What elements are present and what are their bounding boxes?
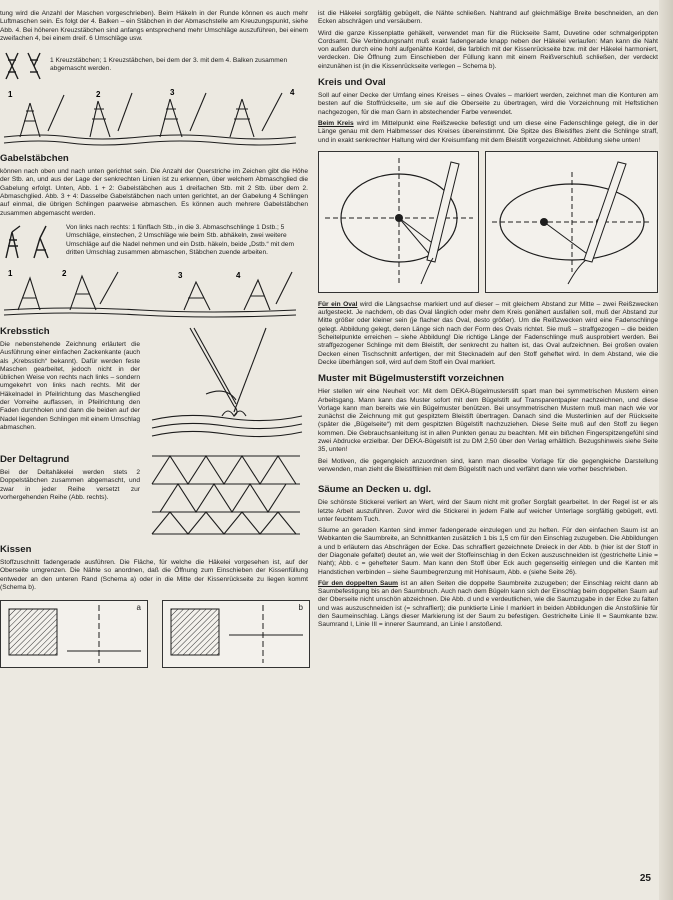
kreuz-symbol-block	[0, 49, 308, 83]
kreis-figure	[318, 151, 479, 293]
krebs-section	[0, 320, 308, 444]
left-intro-text: tung wird die Anzahl der Maschen vorgeschrieben). Beim Häkeln in der Runde können es auch mehr Luftmaschen sein. Es folgt der 4. Balken – ein Stäbchen in der Abmaschstelle am Kreuzungspunkt, siehe Abb. 4. Bei höheren Kreuzstäbchen sind anfangs entsprechend mehr Umschläge auszuführen, bei einem zweifachen 4, bei einem dreif. 6 Umschläge usw.	[0, 10, 308, 42]
delta-text: Bei der Deltahäkelei werden stets 2 Doppelstäbchen zusammen abgemascht, und zwar in jeder Reihe versetzt zur vorhergehenden Reihe (Abb. rechts).	[0, 468, 140, 501]
delta-section	[0, 448, 308, 538]
saeume-text-2: Säume an geraden Kanten sind immer fadengerade einzulegen und zu heften. Für den einfachen Saum ist an Webkanten die Saumbreite, an Schnittkanten zusätzlich 1 bis 1,5 cm für den Einschlag zuzugeben. Die Abbildungen a und b erläutern das Abschrägen der Ecke. Das schraffiert gezeichnete Dreieck in der Abb. b (hier ist der Stoff in der Diagonale gefaltet) deutet an, wie weit der Stoffeinschlag in den Ecken auszuschneiden ist (gestrichelte Linie = Naht); Abb. c = gehefteter Saum. Man kann den Stoff über Eck auch gegenseitig einlegen und die Kanten mit Handstichen verbinden – siehe Saumbegrenzung mit Hohlsaum, Abb. e (siehe Seite 26).	[318, 527, 658, 576]
krebsstich-figure	[146, 324, 306, 444]
muster-text-2: Bei Motiven, die gegengleich anzuordnen sind, kann man dieselbe Vorlage für die gegengleiche Darstellung verwenden, man zieht die Bleistiftlinien mit dem Bügelstift nach und verfährt dann wie vorher beschrieben.	[318, 457, 658, 473]
left-column	[0, 10, 308, 668]
page-number: 25	[639, 873, 651, 884]
delta-text-block	[0, 448, 140, 538]
kreuz-num-3: 3	[170, 88, 175, 98]
kissen-text: Stoffzuschnitt fadengerade ausführen. Die Fläche, für welche die Häkelei vorgesehen ist, auf der Oberseite umgrenzen. Die Nähte so anordnen, daß die Öffnung zum Einschieben der Kissenfüllung entweder an den unteren Rand (Schema a) oder in die Mitte der Kissenrückseite zu liegen kommt (Schema b).	[0, 558, 308, 591]
kreis-text-2: wird im Mittelpunkt eine Reißzwecke befestigt und um diese eine Fadenschlinge gelegt, die in der Länge genau mit dem Halbmesser des Kreises übereinstimmt. Die Spitze des Bleistiftes zieht die Schlinge straff, und in exakt senkrechter Haltung wird der Kreisumfang mit dem Bleistift vorgezeichnet. Abbildung siehe unten!	[318, 119, 658, 144]
doppel-paragraph	[318, 580, 658, 630]
krebs-text: Die nebenstehende Zeichnung erläutert die Ausführung einer einfachen Zackenkante (auch als „Krebsstich“ bekannt). Dafür werden feste Maschen gearbeitet, jedoch nicht in der üblichen Weise von rechts nach links – sondern umgekehrt von links nach rechts. Mit der Häkelnadel in Pfeilrichtung das Maschenglied der Vorreihe auffassen, in Pfeilrichtung den Faden durchholen und dann die beiden auf der Nadel liegenden Schlingen mit einem Umschlag abmaschen.	[0, 340, 141, 431]
kreis-heading: Kreis und Oval	[318, 77, 386, 89]
gabel-num-2: 2	[62, 268, 67, 278]
gabel-num-1: 1	[8, 268, 13, 278]
saeume-text: Die schönste Stickerei verliert an Wert, wird der Saum nicht mit großer Sorgfalt gearbeitet. In der Regel ist er als letzte Arbeit auszuführen. Zuvor wird die Stickerei in jedem Falle auf weicher Unterlage sorgfältig gebügelt, evtl. unter feuchtem Tuch.	[318, 499, 658, 523]
kreis-oval-figures	[318, 151, 658, 293]
kreuz-caption: 1 Kreuzstäbchen; 1 Kreuzstäbchen, bei dem der 3. mit dem 4. Balken zusammen abgemascht werden.	[50, 57, 288, 73]
schema-b-label: b	[298, 603, 303, 613]
gabel-symbol-figure	[0, 222, 60, 262]
doppel-lead: Für den doppelten Saum	[318, 579, 398, 587]
kreuz-num-1: 1	[8, 90, 13, 100]
right-intro-text: ist die Häkelei sorgfältig gebügelt, die Nähte schließen. Nahtrand auf gleichmäßige Breite beschneiden, an den Ecken abschrägen und versäubern.	[318, 10, 658, 26]
schema-a-label: a	[136, 603, 141, 613]
saeume-heading: Säume an Decken u. dgl.	[318, 484, 432, 496]
oval-figure	[485, 151, 658, 293]
kreuz-symbol-figure	[0, 49, 50, 83]
oval-lead: Für ein Oval	[318, 300, 358, 308]
gabel-num-3: 3	[178, 270, 183, 280]
delta-heading: Der Deltagrund	[0, 453, 70, 465]
gabel-caption: Von links nach rechts: 1 fünffach Stb., in die 3. Abmaschschlinge 1 Dstb.; 5 Umschläge, einstechen, 2 Umschläge wie beim Stb. abhäkeln, zwei weitere Umschläge auf die Nadel nehmen und ein Dstb. häkeln, beide „Dstb.“ mit dem dritten Umschlag zusammen abmaschen, Stäbchen zuende arbeiten.	[66, 223, 294, 256]
gabel-num-4: 4	[236, 270, 241, 280]
deltagrund-figure	[146, 448, 306, 538]
gabelstaebchen-figure	[0, 266, 300, 318]
gabel-text: können nach oben und nach unten gerichtet sein. Die Anzahl der Querstriche im Zeichen gibt die Höhe der Stb. an, und aus der Lage der senkrechten Linien ist zu erkennen, über welchem Abmaschglied die Gabelung erfolgt. Unten, Abb. 1 + 2: Gabelstäbchen aus 1 dreifachen Stb. mit 2 Stb. über dem 2. Abmaschglied. Abb. 3 + 4: Dasselbe Gabelstäbchen nach unten gerichtet, an der Gabelung 4 Schlingen auf einmal, die übrigen Schlingen paarweise abmaschen. Es können auch mehrere Gabelstäbchen zusammen abgemascht werden.	[0, 168, 308, 217]
gabel-symbol-block	[0, 222, 308, 262]
oval-text: wird die Längsachse markiert und auf dieser – mit gleichem Abstand zur Mitte – zwei Reißzwecken aufgesteckt. Je nachdem, ob das Oval länglich oder mehr dem Kreis genähert ausfallen soll, muß der Abstand zur Mitte größer oder kleiner sein (je flacher das Oval, desto größer). Um die Reißzwecken wird eine Fadenschlinge gelegt. Abbildung gelegt, deren Länge sich nach der Form des Ovals richtet. Sie muß – straffgezogen – die beiden Scheitelpunkte erreichen – siehe Abbildung! Die richtige Länge der Fadenschlinge muß ausprobiert werden. Bei straffgezogener Schlinge mit dem Bleistift, der senkrecht zu halten ist, das Oval aufzeichnen. Bei großen ovalen Decken einen Tischschnitt anfertigen, der mit Stecknadeln auf den Stoff geheftet wird. In dem Abstand, wie die Decke überhängen soll, wird auf dem Stoff ein Oval markiert.	[318, 300, 658, 366]
oval-paragraph	[318, 301, 658, 367]
kissen-schema-row	[0, 600, 308, 668]
krebs-heading: Krebsstich	[0, 325, 50, 337]
right-column	[318, 10, 658, 633]
kreis-text: Soll auf einer Decke der Umfang eines Kreises – eines Ovales – markiert werden, zeichnet man die Konturen am besten auf die Stoffrückseite, um sie auf die Oberseite zu übertragen, wird die Vorzeichnung mit Heftstichen nachgezogen, für die man Garn in abstechender Farbe verwendet.	[318, 92, 658, 116]
right-intro-text-2: Wird die ganze Kissenplatte gehäkelt, verwendet man für die Rückseite Samt, Duvetine oder schmalgerippten Cordsamt. Die Verbindungsnaht muß exakt fadengerade knapp neben der Häkelei verlaufen: Man kann die Naht von außen durch eine hohl aufgenähte Kordel, die farblich mit der Kissenrückseite bzw. mit der Häkelei harmoniert, verdecken. Die Öffnung zum Einschieben der Füllung kann mit einem Reißverschluß schließen, der verdeckt einzunähen ist (in die Kissenrückseite verlegen – Schema b).	[318, 29, 658, 70]
schema-a-figure	[1, 601, 147, 667]
kreuz-num-4: 4	[290, 88, 295, 98]
kreuzstaebchen-figure	[0, 85, 300, 147]
kreuz-num-2: 2	[96, 90, 101, 100]
kreis-lead: Beim Kreis	[318, 119, 354, 127]
page-spine-shadow	[659, 0, 673, 900]
muster-heading: Muster mit Bügelmusterstift vorzeichnen	[318, 373, 505, 385]
gabel-heading: Gabelstäbchen	[0, 153, 69, 165]
krebs-text-block	[0, 320, 140, 444]
schema-b-box	[162, 600, 310, 668]
kreis-paragraph	[318, 120, 658, 145]
muster-text: Hier stellen wir eine Neuheit vor: Mit dem DEKA-Bügelmusterstift spart man bei symmetrischen Mustern einen Arbeitsgang. Mann kann das Muster sofort mit dem Bügelstift auf Transparentpapier nachzeichnen, und diese Vorlage kann man bereits wie ein Bügelmuster benützen. Bei unsymmetrischen Mustern muß man nach wie vor zunächst die Zeichnung mit gut gespitztem Bleistift übertragen. Danach sind die Musterlinien auf der Rückseite (später die „Bügelseite“) mit dem gespitzten Bügelstift nachzuziehen. Diese Seite muß auf den Stoff zu liegen kommen. Die Gebrauchsanleitung ist in allen Punkten genau zu beachten. Mit ein bißchen Fingerspitzengefühl sind zwei Abdrucke erzielbar. Der DEKA-Bügelstift ist zu DM 2,50 über den Verlag erhältlich. Bezugshinweis siehe Seite 35, unten!	[318, 388, 658, 454]
schema-a-box	[0, 600, 148, 668]
kissen-heading: Kissen	[0, 543, 32, 555]
doppel-text: ist an allen Seiten die doppelte Saumbreite zuzugeben; der Einschlag reicht dann ab Saumbefestigung bis an den Saumbruch. Auch nach dem Bügeln kann sich der Einschlag beim doppelten Saum auf der Oberseite nicht unschön abzeichnen. Die Abb. d und e verdeutlichen, wie die Saumzugabe in der Ecke zu falten und was auszuschneiden ist (= schraffiert); die punktierte Linie I markiert in beiden Abbildungen die Anstoßlinie für den Saumeinschlag. Längs dieser Markierung ist der Saum zu befestigen. Gestrichelte Linie II = Saumkante bzw. Saumrand I, Linie III = innerer Saumrand, an Linie I anstoßend.	[318, 579, 659, 629]
schema-b-figure	[163, 601, 309, 667]
